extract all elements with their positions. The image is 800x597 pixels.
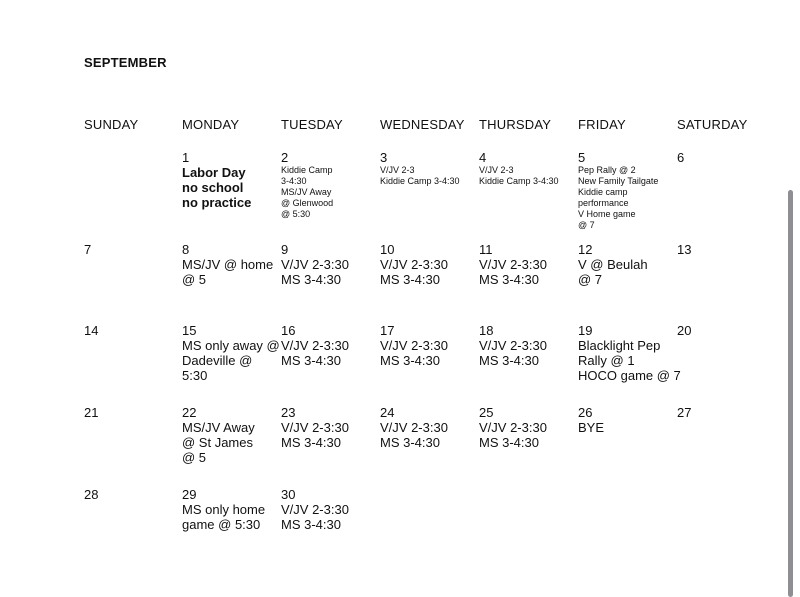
event-text: @ Glenwood [281,198,334,208]
day-cell-26 [578,405,677,435]
event-text: V/JV 2-3:30 [281,257,349,272]
event-text: Rally @ 1 [578,353,635,368]
day-number: 18 [479,323,494,338]
event-text: V/JV 2-3 [479,165,514,175]
day-header-monday: MONDAY [182,117,240,132]
day-cell-28 [84,487,183,502]
day-number: 20 [677,323,692,338]
day-number: 19 [578,323,593,338]
event-text: performance [578,198,629,208]
event-text: MS only home [182,502,266,517]
event-text: Kiddie Camp 3-4:30 [380,176,460,186]
event-text: V/JV 2-3:30 [281,338,349,353]
day-cell-15 [182,323,281,383]
event-text: MS 3-4:30 [380,272,440,287]
day-number: 6 [677,150,685,165]
day-cell-2 [281,150,380,220]
day-number: 15 [182,323,197,338]
event-text: V/JV 2-3:30 [281,502,349,517]
day-number: 1 [182,150,190,165]
day-number: 24 [380,405,395,420]
event-text: @ 5:30 [281,209,311,219]
event-text: V @ Beulah [578,257,648,272]
day-cell-4 [479,150,578,187]
day-cell-13 [677,242,776,257]
event-text: game @ 5:30 [182,517,261,532]
event-text: New Family Tailgate [578,176,659,186]
day-header-thursday: THURSDAY [479,117,552,132]
day-number: 23 [281,405,296,420]
day-number: 2 [281,150,289,165]
day-number: 25 [479,405,494,420]
event-text: no school [182,180,244,195]
day-number: 9 [281,242,289,257]
day-header-friday: FRIDAY [578,117,626,132]
month-title: SEPTEMBER [84,55,167,70]
day-number: 21 [84,405,99,420]
day-number: 12 [578,242,593,257]
day-cell-9 [281,242,380,287]
day-header-tuesday: TUESDAY [281,117,343,132]
event-text: MS 3-4:30 [380,353,440,368]
day-number: 8 [182,242,190,257]
event-text: MS/JV @ home [182,257,274,272]
day-header-wednesday: WEDNESDAY [380,117,465,132]
event-text: V/JV 2-3 [380,165,415,175]
event-text: Labor Day [182,165,246,180]
event-text: MS 3-4:30 [479,272,539,287]
day-number: 5 [578,150,586,165]
day-cell-5 [578,150,677,231]
event-text: V/JV 2-3:30 [479,338,547,353]
event-text: Dadeville @ [182,353,253,368]
day-cell-30 [281,487,380,532]
day-number: 22 [182,405,197,420]
event-text: V/JV 2-3:30 [281,420,349,435]
event-text: MS only away @ [182,338,280,353]
day-number: 27 [677,405,692,420]
day-cell-22 [182,405,281,465]
day-number: 29 [182,487,197,502]
day-number: 17 [380,323,395,338]
event-text: 5:30 [182,368,208,383]
day-number: 3 [380,150,388,165]
event-text: MS 3-4:30 [281,517,341,532]
event-text: MS 3-4:30 [281,353,341,368]
day-number: 4 [479,150,487,165]
day-cell-1 [182,150,281,210]
event-text: V/JV 2-3:30 [380,257,448,272]
day-cell-23 [281,405,380,450]
event-text: MS 3-4:30 [479,353,539,368]
event-text: @ 5 [182,450,207,465]
event-text: V Home game [578,209,636,219]
day-number: 7 [84,242,92,257]
event-text: HOCO game @ 7 [578,368,681,383]
day-cell-29 [182,487,281,532]
event-text: MS 3-4:30 [380,435,440,450]
day-cell-27 [677,405,776,420]
event-text: Pep Rally @ 2 [578,165,636,175]
event-text: V/JV 2-3:30 [479,257,547,272]
day-cell-6 [677,150,776,165]
day-cell-21 [84,405,183,420]
event-text: MS/JV Away [182,420,255,435]
day-number: 11 [479,242,493,257]
day-number: 16 [281,323,296,338]
event-text: V/JV 2-3:30 [479,420,547,435]
day-cell-18 [479,323,578,368]
event-text: Blacklight Pep [578,338,661,353]
event-text: no practice [182,195,252,210]
day-cell-25 [479,405,578,450]
day-cell-3 [380,150,479,187]
day-cell-12 [578,242,677,287]
event-text: V/JV 2-3:30 [380,420,448,435]
event-text: MS/JV Away [281,187,332,197]
day-cell-20 [677,323,776,338]
event-text: @ St James [182,435,253,450]
day-header-saturday: SATURDAY [677,117,748,132]
vertical-scrollbar[interactable] [788,190,793,597]
event-text: MS 3-4:30 [479,435,539,450]
event-text: @ 5 [182,272,207,287]
day-cell-16 [281,323,380,368]
day-header-sunday: SUNDAY [84,117,139,132]
event-text: Kiddie camp [578,187,628,197]
day-cell-7 [84,242,183,257]
event-text: Kiddie Camp 3-4:30 [479,176,559,186]
event-text: MS 3-4:30 [281,272,341,287]
event-text: @ 7 [578,272,603,287]
event-text: BYE [578,420,605,435]
event-text: Kiddie Camp [281,165,333,175]
day-number: 30 [281,487,296,502]
day-cell-24 [380,405,479,450]
event-text: 3-4:30 [281,176,307,186]
day-cell-10 [380,242,479,287]
day-cell-8 [182,242,281,287]
day-cell-19 [578,323,681,383]
day-number: 26 [578,405,593,420]
day-number: 13 [677,242,692,257]
day-number: 28 [84,487,99,502]
event-text: V/JV 2-3:30 [380,338,448,353]
day-cell-14 [84,323,183,338]
event-text: @ 7 [578,220,595,230]
day-cell-11 [479,242,578,287]
day-cell-17 [380,323,479,368]
day-number: 10 [380,242,395,257]
day-number: 14 [84,323,99,338]
event-text: MS 3-4:30 [281,435,341,450]
